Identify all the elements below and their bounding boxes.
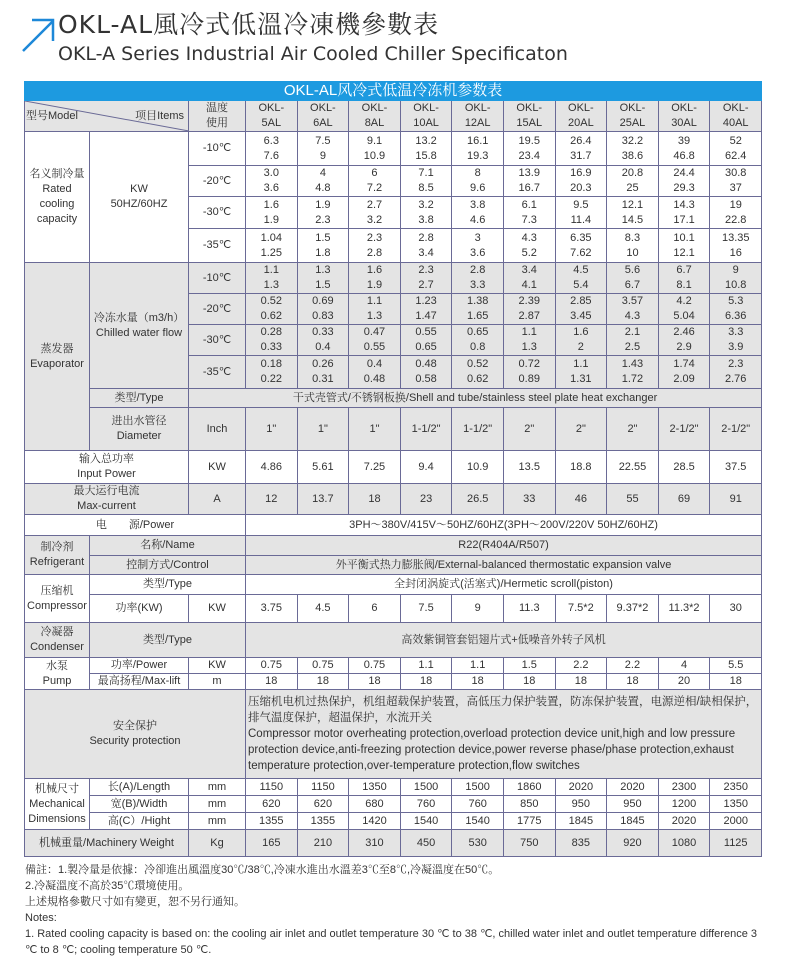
- input-power-value: 5.61: [297, 451, 349, 484]
- dimension-value: 2020: [555, 779, 607, 796]
- rated-capacity-value: 4 4.8: [297, 166, 349, 197]
- rated-capacity-value: 1.04 1.25: [246, 229, 298, 263]
- pump-power-value: 1.1: [452, 658, 504, 674]
- pump-lift-value: 18: [452, 674, 504, 690]
- dimensions-label: 机械尺寸 Mechanical Dimensions: [25, 779, 90, 830]
- table-row: [25, 536, 762, 556]
- chilled-water-flow-value: 1.43 1.72: [607, 356, 659, 389]
- weight-value: 750: [503, 830, 555, 857]
- chilled-water-flow-value: 2.3 2.7: [400, 263, 452, 294]
- model-header: OKL- 40AL: [710, 101, 762, 132]
- rated-capacity-value: 6 7.2: [349, 166, 401, 197]
- rated-capacity-value: 6.3 7.6: [246, 132, 298, 166]
- table-row: [25, 408, 762, 451]
- table-row: [25, 674, 762, 690]
- rated-capacity-value: 13.35 16: [710, 229, 762, 263]
- table-banner: OKL-AL风冷式低温冷冻机参数表: [25, 82, 762, 101]
- notes: [25, 862, 765, 958]
- diameter-label: 进出水管径 Diameter: [90, 408, 189, 451]
- chilled-water-flow-value: 1.6 2: [555, 325, 607, 356]
- chilled-water-flow-value: 0.26 0.31: [297, 356, 349, 389]
- chilled-water-flow-value: 0.52 0.62: [246, 294, 298, 325]
- rated-capacity-value: 2.3 2.8: [349, 229, 401, 263]
- compressor-power-value: 3.75: [246, 595, 298, 623]
- temp-label: -30℃: [189, 325, 246, 356]
- compressor-power-value: 7.5*2: [555, 595, 607, 623]
- dimension-value: 620: [297, 796, 349, 813]
- max-current-value: 46: [555, 484, 607, 515]
- model-header: OKL- 10AL: [400, 101, 452, 132]
- temp-label: -35℃: [189, 229, 246, 263]
- evaporator-label: 蒸发器 Evaporator: [25, 263, 90, 451]
- rated-capacity-value: 3.2 3.8: [400, 197, 452, 229]
- compressor-power-value: 4.5: [297, 595, 349, 623]
- pump-power-value: 2.2: [607, 658, 659, 674]
- pump-power-value: 2.2: [555, 658, 607, 674]
- chilled-water-flow-value: 6.7 8.1: [658, 263, 710, 294]
- rated-capacity-value: 3.8 4.6: [452, 197, 504, 229]
- rated-capacity-value: 24.4 29.3: [658, 166, 710, 197]
- chilled-water-flow-value: 1.3 1.5: [297, 263, 349, 294]
- compressor-power-value: 30: [710, 595, 762, 623]
- pump-power-value: 0.75: [349, 658, 401, 674]
- temp-label: -20℃: [189, 166, 246, 197]
- model-header: OKL- 8AL: [349, 101, 401, 132]
- condenser-type-label: 类型/Type: [90, 623, 246, 658]
- dimension-unit: mm: [189, 796, 246, 813]
- power-value: 3PH～380V/415V～50HZ/60HZ(3PH～200V/220V 50HZ/60HZ): [246, 515, 762, 536]
- dimension-value: 1350: [349, 779, 401, 796]
- input-power-value: 13.5: [503, 451, 555, 484]
- rated-capacity-value: 16.1 19.3: [452, 132, 504, 166]
- table-row: [25, 556, 762, 575]
- dimension-value: 1355: [246, 813, 298, 830]
- pump-power-value: 1.1: [400, 658, 452, 674]
- evaporator-type-value: 干式壳管式/不锈钢板换/Shell and tube/stainless steel plate heat exchanger: [189, 389, 762, 408]
- chilled-water-flow-value: 3.57 4.3: [607, 294, 659, 325]
- pump-label: 水泵 Pump: [25, 658, 90, 690]
- compressor-power-value: 9.37*2: [607, 595, 659, 623]
- chilled-water-flow-value: 4.5 5.4: [555, 263, 607, 294]
- page-header: [58, 8, 568, 66]
- input-power-value: 28.5: [658, 451, 710, 484]
- diameter-value: 1": [246, 408, 298, 451]
- weight-value: 1125: [710, 830, 762, 857]
- rated-capacity-value: 16.9 20.3: [555, 166, 607, 197]
- temp-label: -10℃: [189, 132, 246, 166]
- chilled-water-flow-value: 3.4 4.1: [503, 263, 555, 294]
- chilled-water-flow-value: 3.3 3.9: [710, 325, 762, 356]
- dimension-value: 1355: [297, 813, 349, 830]
- compressor-power-value: 9: [452, 595, 504, 623]
- spec-table: [24, 81, 762, 857]
- model-header: OKL- 25AL: [607, 101, 659, 132]
- rated-capacity-value: 4.3 5.2: [503, 229, 555, 263]
- refrigerant-label: 制冷剂 Refrigerant: [25, 536, 90, 575]
- rated-capacity-value: 1.9 2.3: [297, 197, 349, 229]
- max-current-value: 69: [658, 484, 710, 515]
- corner-header: [25, 101, 189, 132]
- chilled-water-flow-value: 0.72 0.89: [503, 356, 555, 389]
- pump-lift-unit: m: [189, 674, 246, 690]
- title-english: OKL-A Series Industrial Air Cooled Chiller Specificaton: [58, 43, 568, 65]
- pump-power-value: 5.5: [710, 658, 762, 674]
- dimension-value: 1775: [503, 813, 555, 830]
- weight-value: 450: [400, 830, 452, 857]
- power-label: 电 源/Power: [25, 515, 246, 536]
- rated-capacity-value: 13.2 15.8: [400, 132, 452, 166]
- chilled-water-flow-value: 0.33 0.4: [297, 325, 349, 356]
- chilled-water-flow-value: 9 10.8: [710, 263, 762, 294]
- table-row: [25, 451, 762, 484]
- dimension-value: 680: [349, 796, 401, 813]
- note-cn-3: 上述規格參數尺寸如有變更，恕不另行通知。: [25, 896, 245, 908]
- table-row: [25, 690, 762, 779]
- notes-heading: Notes:: [25, 912, 57, 924]
- dimension-value: 760: [452, 796, 504, 813]
- chilled-water-flow-value: 2.8 3.3: [452, 263, 504, 294]
- input-power-label: 输入总功率 Input Power: [25, 451, 189, 484]
- chilled-water-flow-value: 2.46 2.9: [658, 325, 710, 356]
- rated-capacity-value: 19.5 23.4: [503, 132, 555, 166]
- compressor-power-value: 6: [349, 595, 401, 623]
- model-header: OKL- 12AL: [452, 101, 504, 132]
- dimension-value: 2000: [710, 813, 762, 830]
- input-power-value: 7.25: [349, 451, 401, 484]
- temp-label: -10℃: [189, 263, 246, 294]
- compressor-power-label: 功率(KW): [90, 595, 189, 623]
- compressor-power-unit: KW: [189, 595, 246, 623]
- input-power-value: 10.9: [452, 451, 504, 484]
- chilled-water-flow-label: 冷冻水量（m3/h） Chilled water flow: [90, 263, 189, 389]
- corner-items: 项目Items: [135, 110, 184, 122]
- table-row: [25, 82, 762, 101]
- pump-lift-value: 18: [503, 674, 555, 690]
- model-header: OKL- 5AL: [246, 101, 298, 132]
- pump-lift-label: 最高扬程/Max-lift: [90, 674, 189, 690]
- diameter-value: 1": [349, 408, 401, 451]
- refrigerant-name-value: R22(R404A/R507): [246, 536, 762, 556]
- chilled-water-flow-value: 0.18 0.22: [246, 356, 298, 389]
- chilled-water-flow-value: 1.6 1.9: [349, 263, 401, 294]
- weight-unit: Kg: [189, 830, 246, 857]
- diameter-value: 2": [607, 408, 659, 451]
- chilled-water-flow-value: 2.1 2.5: [607, 325, 659, 356]
- condenser-type-value: 高效紫铜管套铝翅片式+低噪音外转子风机: [246, 623, 762, 658]
- chilled-water-flow-value: 0.69 0.83: [297, 294, 349, 325]
- rated-capacity-value: 6.1 7.3: [503, 197, 555, 229]
- table-row: [25, 623, 762, 658]
- rated-capacity-value: 6.35 7.62: [555, 229, 607, 263]
- input-power-unit: KW: [189, 451, 246, 484]
- dimension-value: 2300: [658, 779, 710, 796]
- table-row: [25, 658, 762, 674]
- input-power-value: 9.4: [400, 451, 452, 484]
- temp-header: 温度 使用: [189, 101, 246, 132]
- dimension-value: 1500: [452, 779, 504, 796]
- pump-lift-value: 18: [297, 674, 349, 690]
- dimension-value: 1200: [658, 796, 710, 813]
- pump-lift-value: 20: [658, 674, 710, 690]
- pump-power-value: 4: [658, 658, 710, 674]
- chilled-water-flow-value: 0.48 0.58: [400, 356, 452, 389]
- dimension-value: 2020: [607, 779, 659, 796]
- compressor-type-label: 类型/Type: [90, 575, 246, 595]
- rated-capacity-value: 9.5 11.4: [555, 197, 607, 229]
- diameter-unit: Inch: [189, 408, 246, 451]
- corner-model: 型号Model: [26, 110, 78, 122]
- pump-power-unit: KW: [189, 658, 246, 674]
- dimension-value: 1540: [452, 813, 504, 830]
- dimension-value: 950: [555, 796, 607, 813]
- temp-label: -20℃: [189, 294, 246, 325]
- dimension-value: 1540: [400, 813, 452, 830]
- table-row: [25, 515, 762, 536]
- dimension-value: 850: [503, 796, 555, 813]
- table-row: [25, 132, 762, 166]
- chilled-water-flow-value: 1.1 1.3: [503, 325, 555, 356]
- dimension-unit: mm: [189, 779, 246, 796]
- model-header: OKL- 6AL: [297, 101, 349, 132]
- table-row: [25, 484, 762, 515]
- title-chinese: OKL-AL風冷式低溫冷凍機參數表: [58, 10, 440, 39]
- table-row: [25, 389, 762, 408]
- dimension-label: 长(A)/Length: [90, 779, 189, 796]
- max-current-value: 18: [349, 484, 401, 515]
- rated-capacity-value: 2.8 3.4: [400, 229, 452, 263]
- input-power-value: 22.55: [607, 451, 659, 484]
- input-power-value: 18.8: [555, 451, 607, 484]
- pump-power-label: 功率/Power: [90, 658, 189, 674]
- dimension-value: 1500: [400, 779, 452, 796]
- weight-label: 机械重量/Machinery Weight: [25, 830, 189, 857]
- max-current-value: 26.5: [452, 484, 504, 515]
- input-power-value: 4.86: [246, 451, 298, 484]
- table-row: [25, 779, 762, 796]
- chilled-water-flow-value: 5.6 6.7: [607, 263, 659, 294]
- dimension-unit: mm: [189, 813, 246, 830]
- compressor-power-value: 11.3*2: [658, 595, 710, 623]
- weight-value: 920: [607, 830, 659, 857]
- weight-value: 165: [246, 830, 298, 857]
- dimension-value: 950: [607, 796, 659, 813]
- rated-capacity-value: 1.6 1.9: [246, 197, 298, 229]
- table-row: [25, 796, 762, 813]
- rated-capacity-value: 32.2 38.6: [607, 132, 659, 166]
- pump-lift-value: 18: [400, 674, 452, 690]
- rated-capacity-value: 7.5 9: [297, 132, 349, 166]
- table-row: [25, 263, 762, 294]
- chilled-water-flow-value: 2.3 2.76: [710, 356, 762, 389]
- chilled-water-flow-value: 2.39 2.87: [503, 294, 555, 325]
- rated-capacity-value: 52 62.4: [710, 132, 762, 166]
- max-current-value: 23: [400, 484, 452, 515]
- dimension-label: 宽(B)/Width: [90, 796, 189, 813]
- table-row: [25, 830, 762, 857]
- max-current-value: 55: [607, 484, 659, 515]
- dimension-value: 1845: [607, 813, 659, 830]
- pump-lift-value: 18: [607, 674, 659, 690]
- chilled-water-flow-value: 0.28 0.33: [246, 325, 298, 356]
- temp-label: -35℃: [189, 356, 246, 389]
- chilled-water-flow-value: 1.23 1.47: [400, 294, 452, 325]
- control-label: 控制方式/Control: [90, 556, 246, 575]
- rated-capacity-value: 10.1 12.1: [658, 229, 710, 263]
- security-text: 压缩机电机过热保护，机组超载保护装置，高低压力保护装置，防冻保护装置，电源逆相/缺相保护，排气温度保护，超温保护，水流开关 Compressor motor overheating protection,overload protection device unit,high and low pressure protection device,anti-freezing protection device,power reverse phase/phase protection,exhaust temperature protection,over-temperature protection,flow switches: [246, 690, 762, 779]
- pump-power-value: 1.5: [503, 658, 555, 674]
- rated-capacity-value: 8 9.6: [452, 166, 504, 197]
- weight-value: 210: [297, 830, 349, 857]
- chilled-water-flow-value: 0.4 0.48: [349, 356, 401, 389]
- weight-value: 1080: [658, 830, 710, 857]
- diameter-value: 1-1/2": [452, 408, 504, 451]
- chilled-water-flow-value: 2.85 3.45: [555, 294, 607, 325]
- rated-capacity-unit: KW 50HZ/60HZ: [90, 132, 189, 263]
- dimension-value: 1420: [349, 813, 401, 830]
- rated-capacity-value: 9.1 10.9: [349, 132, 401, 166]
- chilled-water-flow-value: 0.47 0.55: [349, 325, 401, 356]
- max-current-label: 最大运行电流 Max-current: [25, 484, 189, 515]
- max-current-value: 33: [503, 484, 555, 515]
- note-en-1: 1. Rated cooling capacity is based on: the cooling air inlet and outlet temperature 30 ℃ to 38 ℃, chilled water inlet and outlet temperature difference 3 ℃ to 8 ℃; cooling temperature 50 ℃.: [25, 928, 757, 956]
- dimension-value: 1150: [246, 779, 298, 796]
- dimension-value: 2020: [658, 813, 710, 830]
- compressor-power-value: 7.5: [400, 595, 452, 623]
- compressor-type-value: 全封闭涡旋式(活塞式)/Hermetic scroll(piston): [246, 575, 762, 595]
- condenser-label: 冷凝器 Condenser: [25, 623, 90, 658]
- diameter-value: 1": [297, 408, 349, 451]
- dimension-value: 760: [400, 796, 452, 813]
- rated-capacity-value: 8.3 10: [607, 229, 659, 263]
- rated-capacity-value: 2.7 3.2: [349, 197, 401, 229]
- rated-capacity-value: 1.5 1.8: [297, 229, 349, 263]
- max-current-value: 12: [246, 484, 298, 515]
- table-row: [25, 101, 762, 132]
- chilled-water-flow-value: 0.65 0.8: [452, 325, 504, 356]
- diameter-value: 2": [503, 408, 555, 451]
- rated-capacity-value: 14.3 17.1: [658, 197, 710, 229]
- chilled-water-flow-value: 1.1 1.3: [246, 263, 298, 294]
- pump-lift-value: 18: [246, 674, 298, 690]
- pump-lift-value: 18: [710, 674, 762, 690]
- rated-capacity-label: 名义制冷量 Rated cooling capacity: [25, 132, 90, 263]
- rated-capacity-value: 3.0 3.6: [246, 166, 298, 197]
- note-cn-1: 備註：1.製冷量是依據：冷卻進出風溫度30℃/38℃,冷凍水進出水溫差3℃至8℃,冷凝溫度在50℃。: [25, 864, 500, 876]
- rated-capacity-value: 19 22.8: [710, 197, 762, 229]
- dimension-value: 2350: [710, 779, 762, 796]
- diameter-value: 2-1/2": [658, 408, 710, 451]
- temp-label: -30℃: [189, 197, 246, 229]
- chilled-water-flow-value: 5.3 6.36: [710, 294, 762, 325]
- max-current-value: 91: [710, 484, 762, 515]
- rated-capacity-value: 20.8 25: [607, 166, 659, 197]
- model-header: OKL- 15AL: [503, 101, 555, 132]
- dimension-value: 1860: [503, 779, 555, 796]
- pump-lift-value: 18: [555, 674, 607, 690]
- diameter-value: 2-1/2": [710, 408, 762, 451]
- pump-power-value: 0.75: [246, 658, 298, 674]
- chilled-water-flow-value: 1.38 1.65: [452, 294, 504, 325]
- security-label: 安全保护 Security protection: [25, 690, 246, 779]
- model-header: OKL- 30AL: [658, 101, 710, 132]
- diameter-value: 2": [555, 408, 607, 451]
- compressor-power-value: 11.3: [503, 595, 555, 623]
- rated-capacity-value: 7.1 8.5: [400, 166, 452, 197]
- dimension-value: 1150: [297, 779, 349, 796]
- max-current-value: 13.7: [297, 484, 349, 515]
- chilled-water-flow-value: 0.52 0.62: [452, 356, 504, 389]
- note-cn-2: 2.冷凝溫度不高於35℃環境使用。: [25, 880, 190, 892]
- dimension-label: 高(C）/Hight: [90, 813, 189, 830]
- dimension-value: 620: [246, 796, 298, 813]
- pump-power-value: 0.75: [297, 658, 349, 674]
- refrigerant-name-label: 名称/Name: [90, 536, 246, 556]
- weight-value: 310: [349, 830, 401, 857]
- table-row: [25, 575, 762, 595]
- rated-capacity-value: 39 46.8: [658, 132, 710, 166]
- rated-capacity-value: 3 3.6: [452, 229, 504, 263]
- compressor-label: 压缩机 Compressor: [25, 575, 90, 623]
- model-header: OKL- 20AL: [555, 101, 607, 132]
- diameter-value: 1-1/2": [400, 408, 452, 451]
- rated-capacity-value: 13.9 16.7: [503, 166, 555, 197]
- chilled-water-flow-value: 4.2 5.04: [658, 294, 710, 325]
- rated-capacity-value: 30.8 37: [710, 166, 762, 197]
- rated-capacity-value: 26.4 31.7: [555, 132, 607, 166]
- chilled-water-flow-value: 1.1 1.3: [349, 294, 401, 325]
- chilled-water-flow-value: 1.1 1.31: [555, 356, 607, 389]
- arrow-up-right-icon: [20, 14, 58, 54]
- evaporator-type-label: 类型/Type: [90, 389, 189, 408]
- table-row: [25, 595, 762, 623]
- dimension-value: 1350: [710, 796, 762, 813]
- dimension-value: 1845: [555, 813, 607, 830]
- table-row: [25, 813, 762, 830]
- control-value: 外平衡式热力膨胀阀/External-balanced thermostatic expansion valve: [246, 556, 762, 575]
- chilled-water-flow-value: 0.55 0.65: [400, 325, 452, 356]
- weight-value: 530: [452, 830, 504, 857]
- input-power-value: 37.5: [710, 451, 762, 484]
- rated-capacity-value: 12.1 14.5: [607, 197, 659, 229]
- max-current-unit: A: [189, 484, 246, 515]
- chilled-water-flow-value: 1.74 2.09: [658, 356, 710, 389]
- weight-value: 835: [555, 830, 607, 857]
- pump-lift-value: 18: [349, 674, 401, 690]
